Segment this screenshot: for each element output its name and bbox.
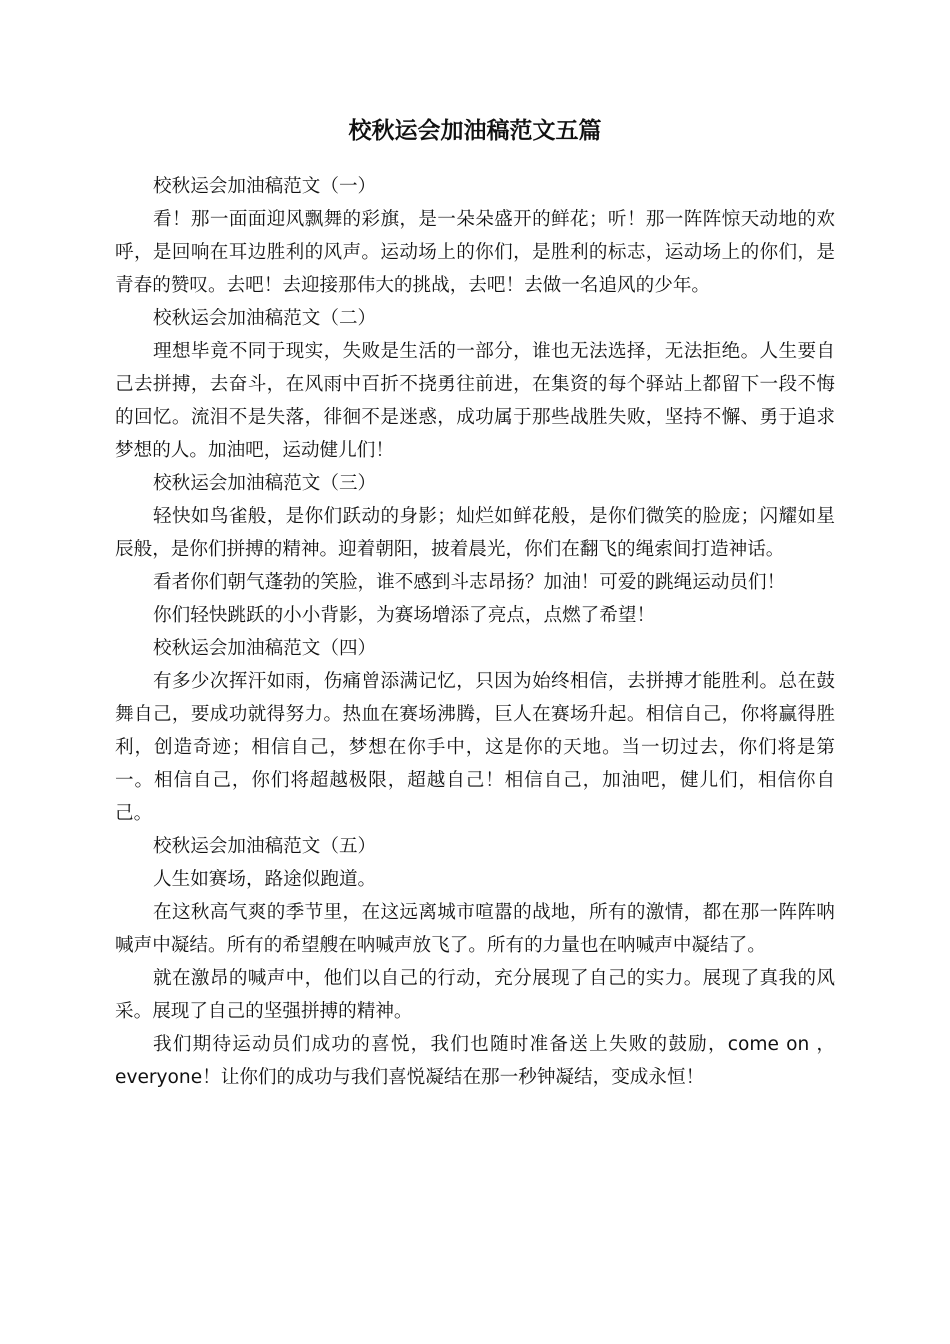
paragraph: 你们轻快跳跃的小小背影，为赛场增添了亮点，点燃了希望！	[153, 605, 656, 626]
paragraph: 看！那一面面迎风飘舞的彩旗，是一朵朵盛开的鲜花；听！那一阵阵惊天动地的欢呼，是回响在耳边胜利的风声。运动场上的你们，是胜利的标志，运动场上的你们，是青春的赞叹。去吧！去迎接那伟大的挑战，去吧！去做一名追风的少年。	[115, 209, 835, 296]
paragraph: 我们期待运动员们成功的喜悦，我们也随时准备送上失败的鼓励，come on ，everyone！让你们的成功与我们喜悦凝结在那一秒钟凝结，变成永恒！	[115, 1034, 835, 1088]
paragraph: 理想毕竟不同于现实，失败是生活的一部分，谁也无法选择，无法拒绝。人生要自己去拼搏，去奋斗，在风雨中百折不挠勇往前进，在集资的每个驿站上都留下一段不悔的回忆。流泪不是失落，徘徊不是迷惑，成功属于那些战胜失败，坚持不懈、勇于追求梦想的人。加油吧，运动健儿们！	[115, 341, 835, 461]
paragraph: 在这秋高气爽的季节里，在这远离城市喧嚣的战地，所有的激情，都在那一阵阵呐喊声中凝结。所有的希望艘在呐喊声放飞了。所有的力量也在呐喊声中凝结了。	[115, 902, 835, 956]
paragraph: 看者你们朝气蓬勃的笑脸，谁不感到斗志昂扬？加油！可爱的跳绳运动员们！	[153, 572, 786, 593]
section-heading-1: 校秋运会加油稿范文（一）	[153, 176, 377, 197]
document-body	[115, 170, 835, 1094]
section-heading-3: 校秋运会加油稿范文（三）	[153, 473, 377, 494]
paragraph: 轻快如鸟雀般，是你们跃动的身影；灿烂如鲜花般，是你们微笑的脸庞；闪耀如星辰般，是你们拼搏的精神。迎着朝阳，披着晨光，你们在翻飞的绳索间打造神话。	[115, 506, 835, 560]
section-heading-4: 校秋运会加油稿范文（四）	[153, 638, 377, 659]
section-heading-5: 校秋运会加油稿范文（五）	[153, 836, 377, 857]
paragraph: 有多少次挥汗如雨，伤痛曾添满记忆，只因为始终相信，去拼搏才能胜利。总在鼓舞自己，要成功就得努力。热血在赛场沸腾，巨人在赛场升起。相信自己，你将赢得胜利，创造奇迹；相信自己，梦想在你手中，这是你的天地。当一切过去，你们将是第一。相信自己，你们将超越极限，超越自己！相信自己，加油吧，健儿们，相信你自己。	[115, 671, 835, 824]
section-heading-2: 校秋运会加油稿范文（二）	[153, 308, 377, 329]
paragraph: 人生如赛场，路途似跑道。	[153, 869, 377, 890]
document-title: 校秋运会加油稿范文五篇	[348, 118, 602, 144]
paragraph: 就在激昂的喊声中，他们以自己的行动，充分展现了自己的实力。展现了真我的风采。展现了自己的坚强拼搏的精神。	[115, 968, 835, 1022]
